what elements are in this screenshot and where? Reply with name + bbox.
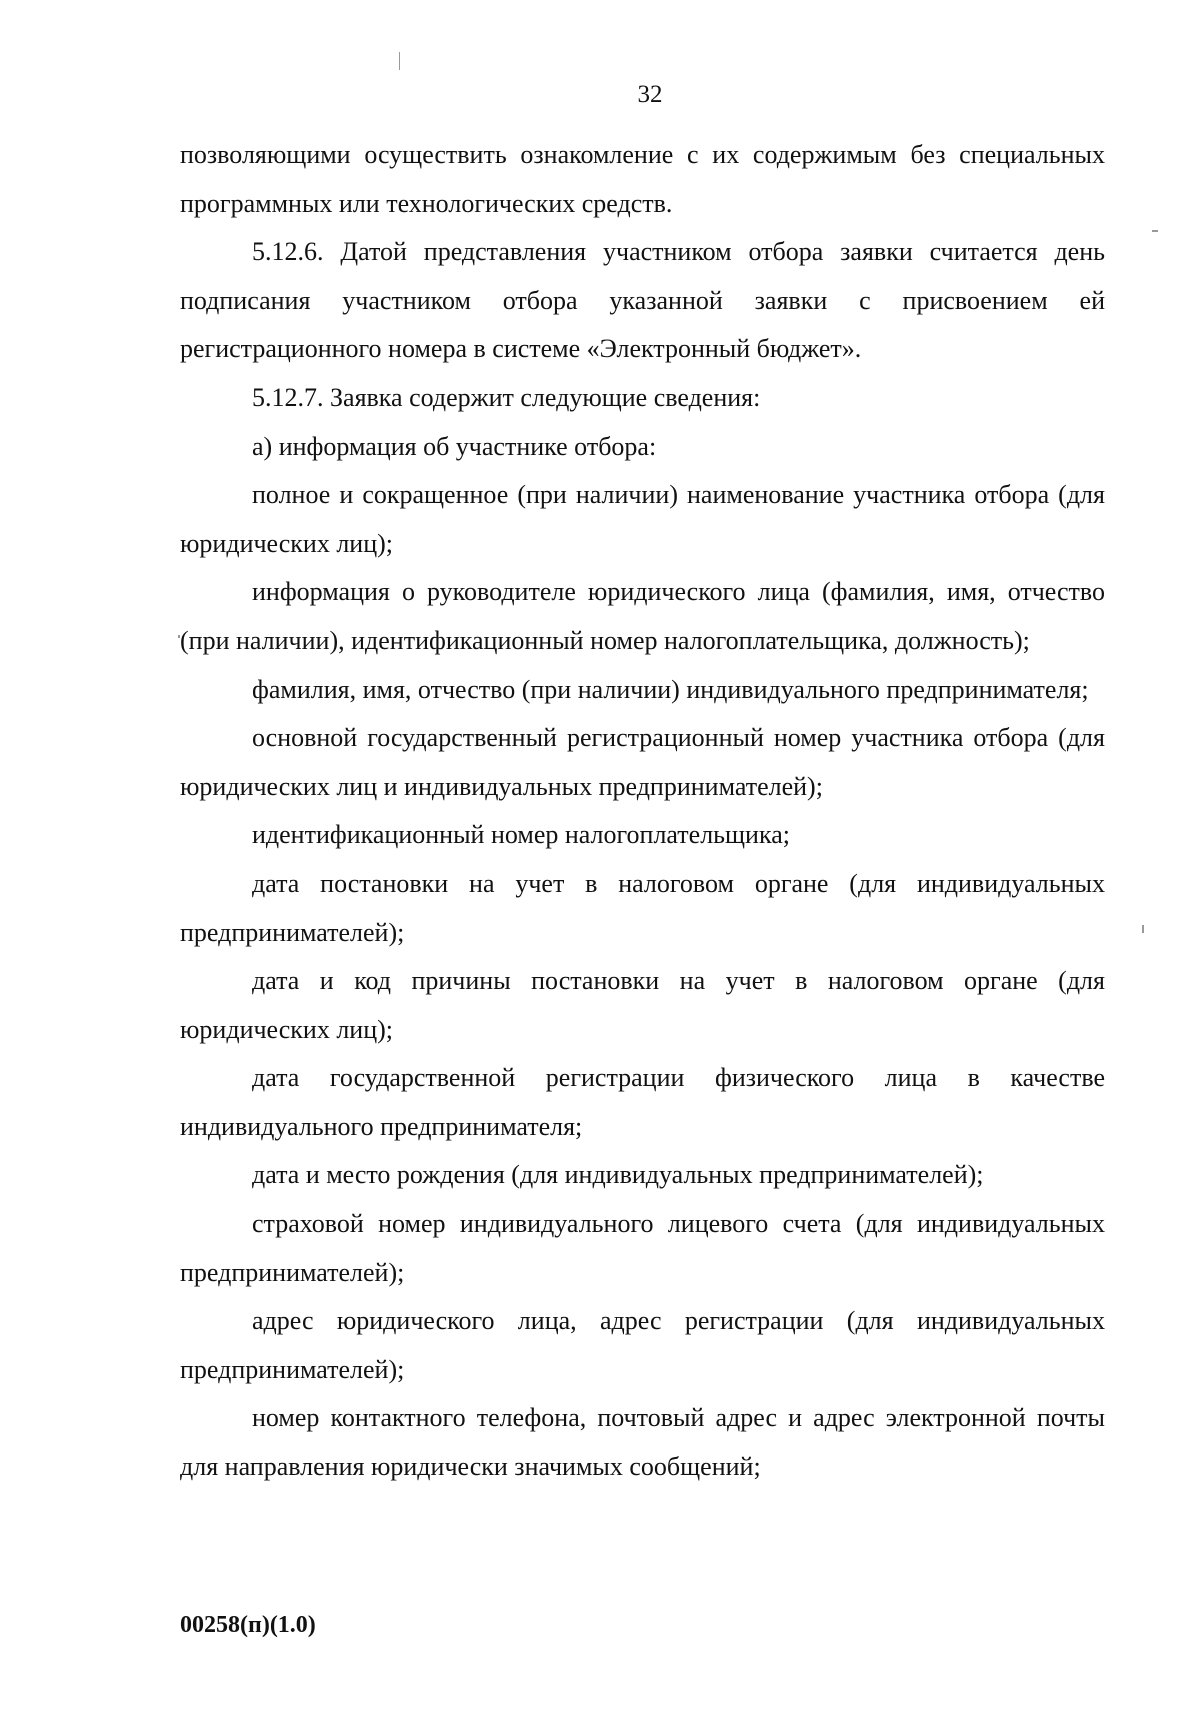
paragraph: дата государственной регистрации физического лица в качестве индивидуального предпринимателя; [180, 1063, 1105, 1141]
document-code: 00258(п)(1.0) [180, 1612, 316, 1638]
page-number: 32 [637, 81, 663, 108]
paragraph: 5.12.6. Датой представления участником отбора заявки считается день подписания участником отбора указанной заявки с присвоением ей регистрационного номера в системе «Электронный бюджет». [180, 237, 1105, 364]
scan-mark [399, 52, 400, 70]
paragraph: полное и сокращенное (при наличии) наименование участника отбора (для юридических лиц); [180, 480, 1105, 558]
paragraph: дата постановки на учет в налоговом органе (для индивидуальных предпринимателей); [180, 868, 1105, 947]
paragraph: позволяющими осуществить ознакомление с их содержимым без специальных программных или технологических средств. [180, 140, 1105, 218]
scan-mark [1142, 925, 1144, 933]
paragraph: номер контактного телефона, почтовый адрес и адрес электронной почты для направления юридически значимых сообщений; [180, 1403, 1105, 1482]
paragraph: дата и место рождения (для индивидуальных предпринимателей); [252, 1160, 984, 1190]
paragraph: идентификационный номер налогоплательщика; [252, 820, 790, 850]
document-body [180, 131, 1105, 1492]
paragraph: адрес юридического лица, адрес регистрации (для индивидуальных предпринимателей); [180, 1306, 1105, 1384]
paragraph: 5.12.7. Заявка содержит следующие сведения: [252, 382, 761, 412]
paragraph: страховой номер индивидуального лицевого счета (для индивидуальных предпринимателей); [180, 1209, 1105, 1287]
paragraph: а) информация об участнике отбора: [252, 431, 657, 461]
paragraph: информация о руководителе юридического лица (фамилия, имя, отчество (при наличии), идентификационный номер налогоплательщика, должность); [180, 577, 1105, 655]
scan-mark [1152, 230, 1158, 232]
paragraph: дата и код причины постановки на учет в налоговом органе (для юридических лиц); [180, 966, 1105, 1044]
paragraph: основной государственный регистрационный номер участника отбора (для юридических лиц и индивидуальных предпринимателей); [180, 723, 1105, 801]
paragraph: фамилия, имя, отчество (при наличии) индивидуального предпринимателя; [252, 674, 1089, 704]
